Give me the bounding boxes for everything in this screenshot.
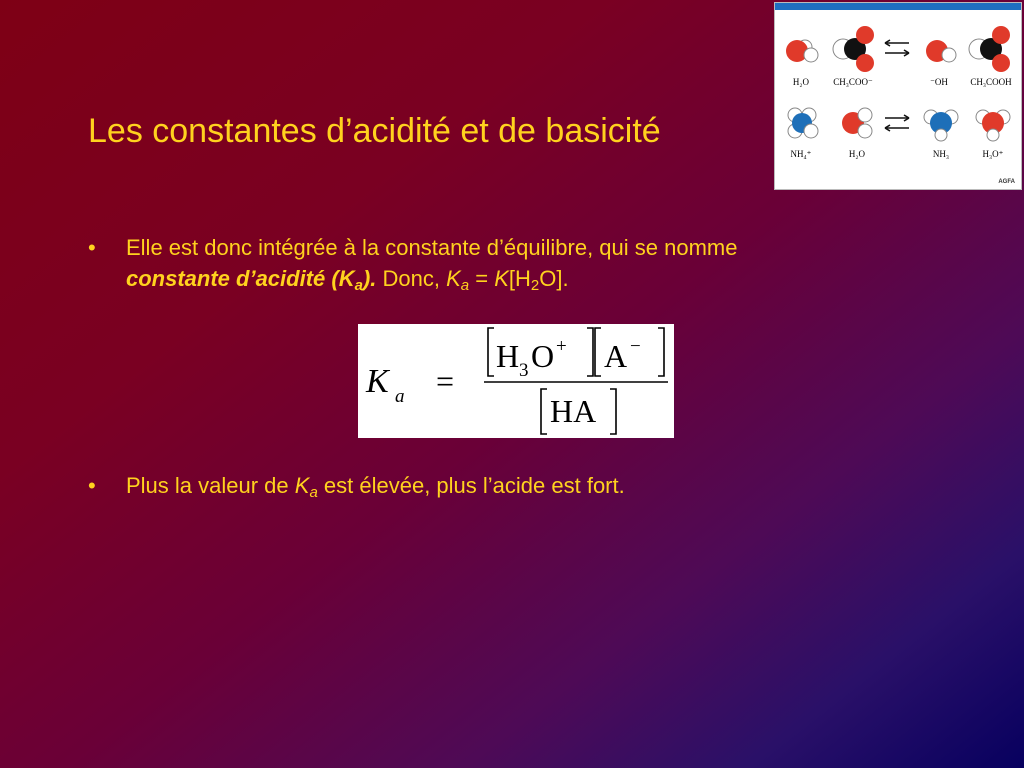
bullet-1-line1: Elle est donc intégrée à la constante d’équilibre, qui se nomme	[126, 235, 738, 260]
k-symbol: K	[446, 266, 461, 291]
label-h3o: H₃O⁺	[982, 149, 1004, 159]
k-symbol-2: K	[494, 266, 509, 291]
term-end: ).	[362, 266, 377, 291]
label-h2o-2: H₂O	[848, 149, 866, 159]
bullet-2-after: est élevée, plus l’acide est fort.	[317, 473, 625, 498]
molecules-svg	[775, 3, 1021, 189]
bracket-h3o-right	[587, 328, 593, 376]
bracket-a-left	[595, 328, 601, 376]
acetic-acid-molecule-icon	[969, 26, 1010, 72]
k-symbol: K	[294, 473, 310, 498]
label-nh3: NH₃	[932, 149, 950, 159]
bullet-dot: •	[88, 473, 96, 498]
term-sub: a	[354, 277, 363, 294]
formula-h: H	[496, 338, 520, 374]
slide-title: Les constantes d’acidité et de basicité	[88, 112, 661, 150]
ammonium-molecule-icon	[788, 108, 818, 138]
bullet-2-before: Plus la valeur de	[126, 473, 295, 498]
bracket-h3o-left	[488, 328, 494, 376]
label-h2o: H₂O	[792, 77, 810, 87]
water-molecule-icon	[786, 40, 818, 62]
figure-brand: AGFA	[998, 179, 1015, 185]
water-molecule-icon	[842, 108, 872, 138]
equilibrium-arrows-icon	[885, 115, 909, 131]
h2o-open: [H	[508, 266, 531, 291]
equilibrium-arrows-icon	[885, 40, 909, 56]
bullet-1	[88, 232, 948, 294]
k-sub: a	[460, 277, 470, 294]
label-ch3cooh: CH₃COOH	[970, 77, 1012, 87]
hydronium-molecule-icon	[976, 110, 1010, 141]
formula-o-sup: +	[556, 336, 567, 357]
formula-ha: HA	[550, 393, 597, 429]
formula-h-sub: 3	[519, 360, 529, 381]
formula-equals: =	[436, 363, 455, 399]
bullet-1-text	[126, 232, 948, 294]
equals-text: =	[469, 266, 495, 291]
bracket-ha-left	[541, 389, 547, 434]
bullet-2-text	[126, 470, 948, 501]
hydroxide-molecule-icon	[926, 40, 956, 62]
bullet-dot: •	[88, 235, 96, 260]
ammonia-molecule-icon	[924, 110, 958, 141]
k-sub: a	[309, 484, 318, 501]
label-nh4: NH₄⁺	[790, 149, 812, 159]
formula-a-sup: −	[630, 336, 641, 357]
label-ch3coo: CH₃COO⁻	[833, 77, 873, 87]
formula-k-sub: a	[395, 386, 405, 407]
formula-a: A	[604, 338, 628, 374]
formula-o: O	[531, 338, 555, 374]
ka-formula-svg	[358, 324, 674, 438]
acidity-constant-term	[126, 266, 377, 294]
acid-base-molecule-figure	[774, 2, 1022, 190]
donc-text: Donc,	[376, 266, 447, 291]
formula-k: K	[366, 363, 389, 400]
label-oh: ⁻OH	[930, 77, 948, 87]
acetate-molecule-icon	[833, 26, 874, 72]
ka-formula	[358, 324, 674, 438]
h2o-close: O].	[539, 266, 569, 291]
bullet-2	[88, 470, 948, 501]
bracket-a-right	[658, 328, 664, 376]
term-text: constante d’acidité (K	[126, 266, 355, 291]
h2o-sub: 2	[530, 277, 540, 294]
bracket-ha-right	[610, 389, 616, 434]
